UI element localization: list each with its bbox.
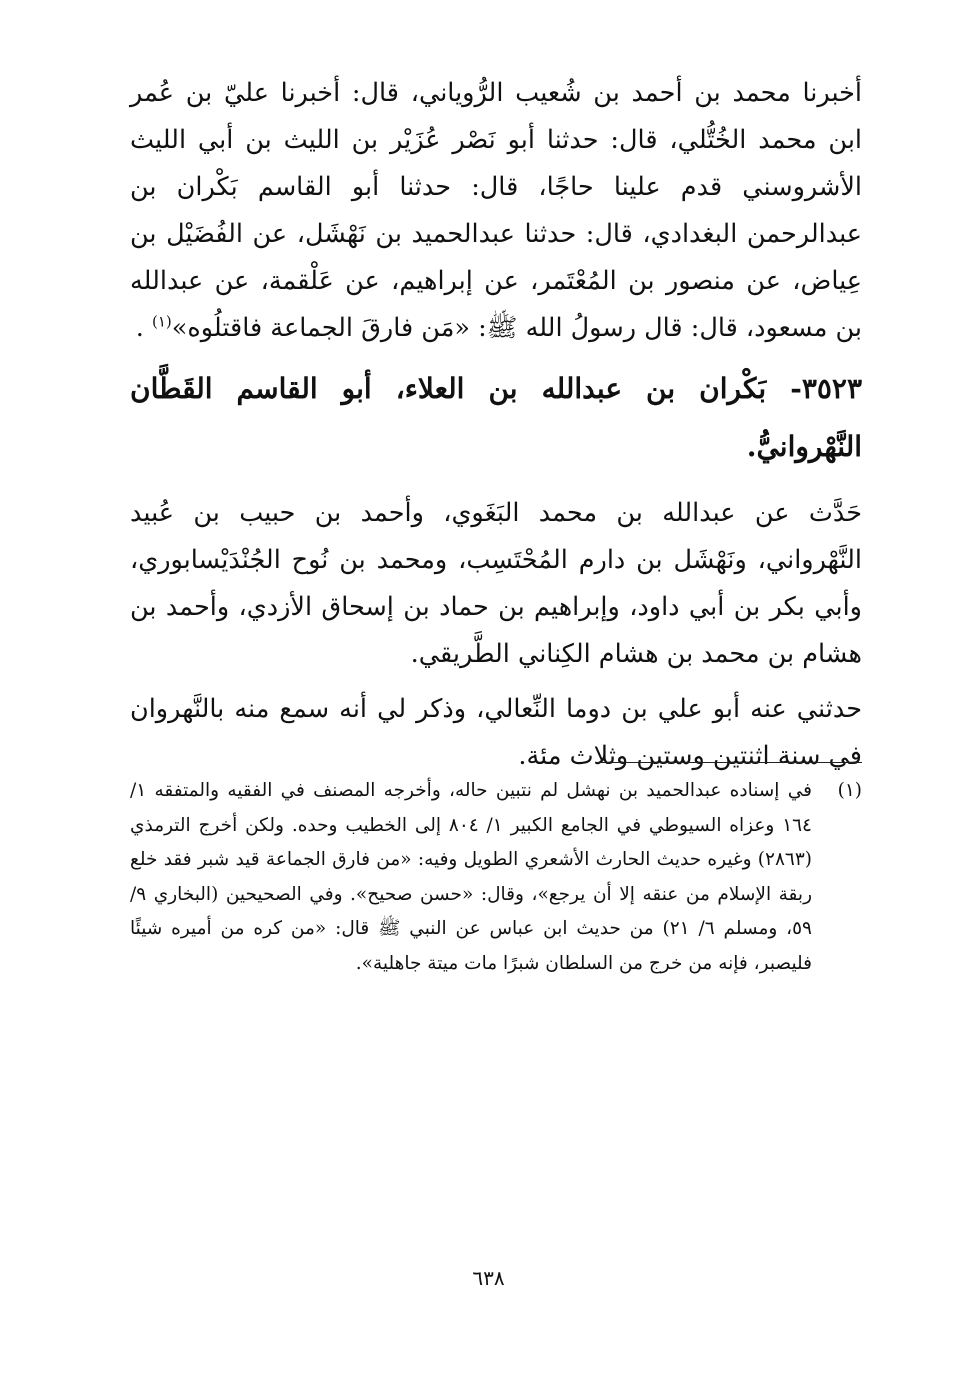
- footnote-item: [130, 774, 862, 981]
- page-number: ٦٣٨: [472, 1266, 505, 1290]
- footnote-reference-marker: (١): [152, 312, 172, 331]
- paragraph-transmission: حدثني عنه أبو علي بن دوما النِّعالي، وذكر لي أنه سمع منه بالنَّهروان في سنة اثنتين وستين وثلاث مئة.: [130, 694, 862, 771]
- main-text: [130, 70, 862, 780]
- paragraph-isnad: [130, 70, 862, 352]
- entry-heading: ٣٥٢٣- بَكْران بن عبدالله بن العلاء، أبو القاسم القَطَّان النَّهْروانيُّ.: [130, 372, 862, 463]
- footnote-number: (١): [837, 780, 862, 801]
- paragraph-narrators: حَدَّث عن عبدالله بن محمد البَغَوي، وأحمد بن حبيب بن عُبيد النَّهْرواني، ونَهْشَل بن دارم المُحْتَسِب، ومحمد بن نُوح الجُنْدَيْسابوري، وأبي بكر بن أبي داود، وإبراهيم بن حماد بن إسحاق الأزدي، وأحمد بن هشام بن محمد بن هشام الكِناني الطَّريقي.: [130, 498, 862, 669]
- footnote-text: في إسناده عبدالحميد بن نهشل لم نتبين حاله، وأخرجه المصنف في الفقيه والمتفقه ١/ ١٦٤ وعزاه السيوطي في الجامع الكبير ١/ ٨٠٤ إلى الخطيب وحده. ولكن أخرج الترمذي (٢٨٦٣) وغيره حديث الحارث الأشعري الطويل وفيه: «من فارق الجماعة قيد شبر فقد خلع ربقة الإسلام من عنقه إلا أن يرجع»، وقال: «حسن صحيح». وفي الصحيحين (البخاري ٩/ ٥٩، ومسلم ٦/ ٢١) من حديث ابن عباس عن النبي ﷺ قال: «من كره من أميره شيئًا فليصبر، فإنه من خرج من السلطان شبرًا مات ميتة جاهلية».: [130, 780, 812, 974]
- paragraph-isnad-text: أخبرنا محمد بن أحمد بن شُعيب الرُّوياني، قال: أخبرنا عليّ بن عُمر ابن محمد الخُتُّلي، قال: حدثنا أبو نَصْر عُزَيْر بن الليث بن أبي الليث الأشروسني قدم علينا حاجًا، قال: حدثنا أبو القاسم بَكْران بن عبدالرحمن البغدادي، قال: حدثنا عبدالحميد بن نَهْشَل، عن الفُضَيْل بن عِياض، عن منصور بن المُعْتَمر، عن إبراهيم، عن عَلْقمة، عن عبدالله بن مسعود، قال: قال رسولُ الله ﷺ: «مَن فارقَ الجماعة فاقتلُوه»: [130, 78, 862, 343]
- paragraph-isnad-end: .: [135, 313, 152, 343]
- footnote-separator: [595, 762, 862, 763]
- footnotes-section: [130, 774, 862, 981]
